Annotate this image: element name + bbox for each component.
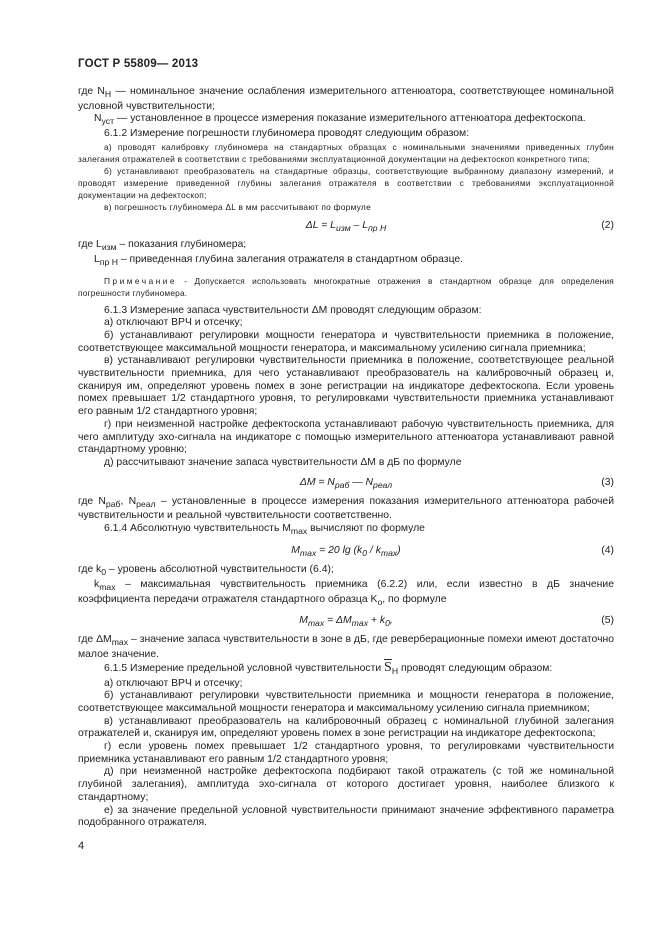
section-6-1-3-heading: 6.1.3 Измерение запаса чувствительности ΔM проводят следующим образом:	[104, 304, 482, 316]
formula-5: $M_{max} = \Delta M_{max} + k_0$, (5)	[299, 615, 614, 629]
paragraph-nust-definition: $N_{уст}$ — установленное в процессе измерения показание измерительного аттенюатора дефектоскопа.	[94, 113, 586, 127]
paragraph-kmax-definition: $k_{max}$ – максимальная чувствительность приемника (6.2.2) или, если известно в дБ значение коэффициента передачи отражателя стандартного образца $K_о$, по формуле	[78, 578, 614, 607]
paragraph-k0-definition: где $k_0$ – уровень абсолютной чувствительности (6.4);	[78, 563, 334, 578]
formula-4: $M_{max} = 20$ $\lg (k_0 / k_{max})$ (4)	[291, 544, 614, 559]
list-item-d: д) рассчитывают значение запаса чувствительности ΔM в дБ по формуле	[104, 456, 462, 468]
list-item-g: г) если уровень помех превышает 1/2 стандартного уровня, то регулировками чувствительности приемника устанавливают его равным 1/2 стандартного уровня;	[78, 741, 614, 765]
formula-3: $\Delta M = N_{раб}$ — $N_{реал}$ (3)	[299, 476, 614, 490]
list-item-v: в) устанавливают преобразователь на калибровочный образец с номинальной глубиной залегания отражателей и, сканируя им, определяют уровень помех в зоне регистрации на индикаторе дефектоскопа;	[78, 715, 614, 740]
section-6-1-2-heading: 6.1.2 Измерение погрешности глубиномера проводят следующим образом:	[104, 128, 470, 140]
list-item-b: б) устанавливают преобразователь на стандартные образцы, соответствующие выбранному диапазону измерений, и проводят измерение приведенной глубины залегания отражателя в соответствии с требованиями эксплуатационной документации на дефектоскоп;	[78, 165, 614, 200]
paragraph-nrab-definition: где $N_{раб}$, $N_{реал}$ – установленные в процессе измерения показания измерительного аттенюатора рабочей чувствительности и реальной чувствительности соответственно.	[78, 495, 615, 522]
section-6-1-5-heading: 6.1.5 Измерение предельной условной чувствительности $\overline{S}_Н$ проводят следующим образом:	[104, 659, 553, 676]
list-item-g: г) при неизменной настройке дефектоскопа устанавливают рабочую чувствительность приемника, для чего амплитуду эхо-сигнала на индикаторе с помощью измерительного аттенюатора устанавливают равной стандартному уровню;	[78, 418, 614, 456]
list-item-v: в) погрешность глубиномера ΔL в мм рассчитывают по формуле	[104, 201, 371, 212]
formula-2: $\Delta L = L_{изм} - L_{пр Н}$ (2)	[305, 219, 614, 234]
document-body	[78, 86, 614, 830]
page-number: 4	[78, 840, 85, 852]
section-6-1-4-heading: 6.1.4 Абсолютную чувствительность $M_{max}$ вычисляют по формуле	[104, 523, 425, 537]
list-item-e: е) за значение предельной условной чувствительности принимают значение эффективного параметра подобранного отражателя.	[78, 804, 614, 829]
list-item-d: д) при неизменной настройке дефектоскопа подбирают такой отражатель (с той же номинальной глубиной залегания), амплитуда эхо-сигнала от которого достигает уровня, наиболее близкого к стандартному;	[78, 766, 614, 803]
paragraph-nn-definition: где $N_Н$ — номинальное значение ослабления измерительного аттенюатора, соответствующее номинальной условной чувствительности;	[78, 86, 614, 112]
note: Примечание - Допускается использовать многократные отражения в стандартном образце для определения погрешности глубиномера.	[78, 275, 614, 298]
paragraph-dmmax-definition: где $\Delta M_{max}$ – значение запаса чувствительности в зоне в дБ, где реверберационные помехи имеют достаточно малое значение.	[78, 634, 614, 661]
formula-number: (2)	[601, 219, 614, 231]
paragraph-lizm-definition: где $L_{изм}$ – показания глубиномера;	[78, 238, 247, 253]
formula-number: (4)	[601, 544, 614, 556]
document-header: ГОСТ Р 55809— 2013	[78, 58, 199, 70]
formula-number: (3)	[601, 476, 614, 488]
paragraph-lprn-definition: $L_{пр Н}$ – приведенная глубина залегания отражателя в стандартном образце.	[94, 253, 464, 267]
formula-number: (5)	[601, 615, 614, 627]
list-item-a: а) проводят калибровку глубиномера на стандартных образцах с номинальными значениями приведенных глубин залегания отражателей в соответствии с требованиями эксплуатационной документации на дефектоскоп конкретного типа;	[78, 141, 614, 164]
list-item-a: а) отключают ВРЧ и отсечку;	[104, 317, 243, 329]
list-item-b: б) устанавливают регулировки чувствительности приемника и мощности генератора в положение, соответствующее максимальной мощности генератора и максимальному усилению сигнала приемником;	[78, 690, 614, 714]
list-item-v: в) устанавливают регулировки чувствительности приемника в положение, соответствующее реальной чувствительности приемника, для чего устанавливают преобразователь на калибровочный образец и, сканируя им, определяют уровень помех в зоне регистрации на индикаторе дефектоскопа. Если уровень помех превышает 1/2 стандартного уровня, то регулировками чувствительности приемника устанавливают его равным 1/2 стандартного уровня;	[78, 355, 614, 418]
list-item-a: а) отключают ВРЧ и отсечку;	[104, 677, 243, 689]
list-item-b: б) устанавливают регулировки мощности генератора и чувствительности приемника в положение, соответствующее максимальной мощности генератора, и максимальному усилению сигнала приемника;	[78, 329, 614, 354]
